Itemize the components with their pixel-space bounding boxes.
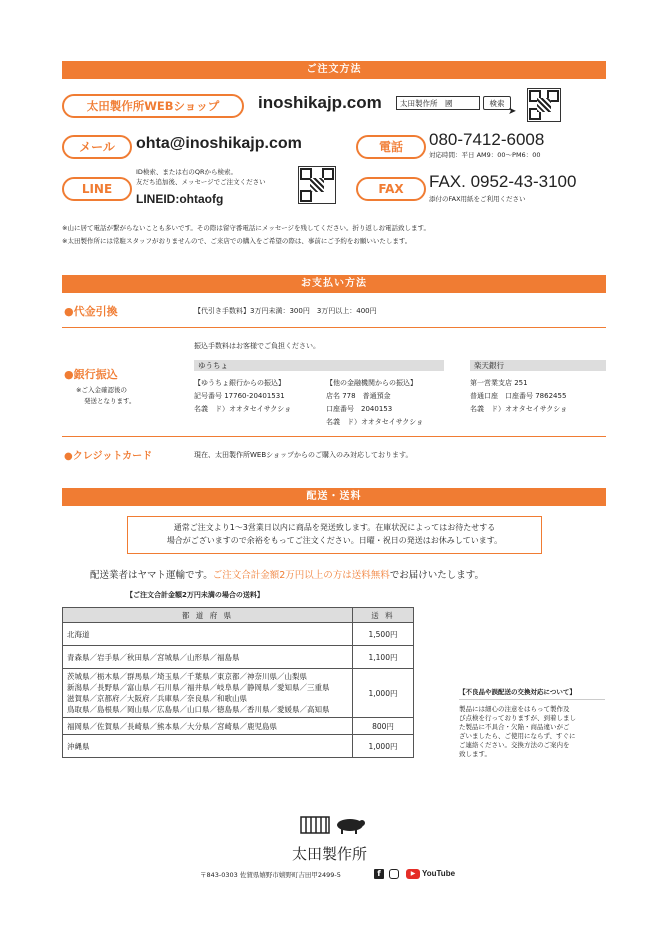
col-fee: 送 料 bbox=[353, 608, 414, 623]
payment-section-header: お支払い方法 bbox=[62, 275, 606, 293]
shipping-notice-2: 場合がございますので余裕をもってご注文ください。日曜・祝日の発送はお休みしています。 bbox=[166, 536, 503, 545]
region-line: 新潟県／長野県／富山県／石川県／福井県／岐阜県／静岡県／愛知県／三重県 bbox=[67, 683, 330, 692]
defect-line: 致します。 bbox=[459, 750, 491, 758]
region-line: 青森県／岩手県／秋田県／宮城県／山形県／福島県 bbox=[67, 652, 240, 662]
region-cell bbox=[63, 718, 353, 735]
other-bank-head: 【他の金融機関からの振込】 bbox=[326, 379, 417, 387]
youtube-icon[interactable]: ▶ bbox=[406, 869, 420, 879]
youtube-link[interactable]: YouTube bbox=[422, 869, 456, 878]
cod-label: ●代金引換 bbox=[64, 305, 118, 318]
order-note-2: ※太田製作所には常駐スタッフがおりませんので、ご来店での購入をご希望の際は、事前にご予約をお願いいたします。 bbox=[62, 237, 412, 245]
phone-hours: 対応時間：平日 AM9：00〜PM6：00 bbox=[429, 151, 541, 159]
region-line: 沖縄県 bbox=[67, 741, 90, 751]
divider bbox=[459, 699, 605, 700]
other-bank-1: 店名 778 普通預金 bbox=[326, 392, 391, 400]
phone-label: 電話 bbox=[356, 135, 426, 159]
fax-number: FAX. 0952-43-3100 bbox=[429, 172, 577, 191]
fee-cell: 1,100円 bbox=[353, 646, 414, 669]
region-cell bbox=[63, 646, 353, 669]
bank-fee-note: 振込手数料はお客様でご負担ください。 bbox=[194, 342, 320, 350]
line-desc-1: ID検索、または右のQRから検索。 bbox=[136, 168, 238, 176]
defect-line: び点検を行っておりますが、到着しまし bbox=[459, 714, 576, 722]
other-bank-3: 名義 ド）オオタセイサクショ bbox=[326, 418, 424, 426]
bank-label: ●銀行振込 bbox=[64, 368, 118, 381]
divider bbox=[62, 436, 606, 437]
region-cell bbox=[63, 623, 353, 646]
region-cell bbox=[63, 735, 353, 758]
fax-label: FAX bbox=[356, 177, 426, 201]
region-line: 滋賀県／京都府／大阪府／兵庫県／奈良県／和歌山県 bbox=[67, 694, 247, 703]
shipping-notice-box bbox=[127, 516, 542, 554]
fax-note: 添付のFAX用紙をご利用ください bbox=[429, 195, 526, 203]
cursor-icon: ➤ bbox=[508, 106, 517, 117]
web-shop-url[interactable]: inoshikajp.com bbox=[258, 93, 382, 112]
defect-line: 製品には細心の注意をはらって製作及 bbox=[459, 705, 570, 713]
region-line: 鳥取県／島根県／岡山県／広島県／山口県／徳島県／香川県／愛媛県／高知県 bbox=[67, 705, 330, 714]
divider bbox=[62, 327, 606, 328]
phone-number[interactable]: 080-7412-6008 bbox=[429, 130, 545, 149]
order-section-header: ご注文方法 bbox=[62, 61, 606, 79]
rakuten-2: 普通口座 口座番号 7862455 bbox=[470, 392, 567, 400]
company-logo-icon bbox=[300, 814, 368, 840]
instagram-icon[interactable] bbox=[389, 869, 399, 879]
shipping-fee-table bbox=[62, 607, 414, 758]
mail-address[interactable]: ohta@inoshikajp.com bbox=[136, 135, 302, 152]
table-row bbox=[63, 646, 414, 669]
region-line: 福岡県／佐賀県／長崎県／熊本県／大分県／宮崎県／鹿児島県 bbox=[67, 721, 277, 731]
defect-line: ご連絡ください。交換方法のご案内を bbox=[459, 741, 570, 749]
line-desc-2: 友だち追加後、メッセージでご注文ください bbox=[136, 178, 266, 186]
bank-note-2: 発送となります。 bbox=[84, 397, 136, 405]
table-row bbox=[63, 669, 414, 718]
line-label: LINE bbox=[62, 177, 132, 201]
mail-label: メール bbox=[62, 135, 132, 159]
carrier-text-c: でお届けいたします。 bbox=[389, 570, 485, 581]
search-button[interactable]: 検索 bbox=[483, 96, 511, 110]
rakuten-1: 第一営業支店 251 bbox=[470, 379, 528, 387]
defect-policy bbox=[459, 688, 609, 759]
web-qr-code[interactable] bbox=[527, 88, 561, 122]
company-address: 〒843-0303 佐賀県嬉野市嬉野町吉田甲2499-5 bbox=[200, 871, 341, 879]
defect-line: ざいましたら、ご使用にならず、すぐに bbox=[459, 732, 576, 740]
table-caption: 【ご注文合計金額2万円未満の場合の送料】 bbox=[126, 591, 264, 599]
region-line: 茨城県／栃木県／群馬県／埼玉県／千葉県／東京都／神奈川県／山梨県 bbox=[67, 672, 307, 681]
shipping-section-header: 配送・送料 bbox=[62, 488, 606, 506]
other-bank-2: 口座番号 2040153 bbox=[326, 405, 393, 413]
cod-detail: 【代引き手数料】3万円未満：300円 3万円以上：400円 bbox=[194, 307, 377, 315]
search-input[interactable]: 太田製作所 國 bbox=[396, 96, 480, 110]
region-line: 北海道 bbox=[67, 629, 90, 639]
table-header-row bbox=[63, 608, 414, 623]
card-label: ●クレジットカード bbox=[64, 451, 153, 462]
col-region: 都 道 府 県 bbox=[63, 608, 353, 623]
table-row bbox=[63, 718, 414, 735]
fee-cell: 1,000円 bbox=[353, 735, 414, 758]
fee-cell: 1,000円 bbox=[353, 669, 414, 718]
yucho-from-2: 名義 ド）オオタセイサクショ bbox=[194, 405, 292, 413]
fee-cell: 800円 bbox=[353, 718, 414, 735]
table-row bbox=[63, 623, 414, 646]
facebook-icon[interactable]: f bbox=[374, 869, 384, 879]
order-note-1: ※山に居て電話が繋がらないことも多いです。その際は留守番電話にメッセージを残してください。折り返しお電話致します。 bbox=[62, 224, 431, 232]
bank-note-1: ※ご入金確認後の bbox=[76, 386, 127, 394]
card-detail: 現在、太田製作所WEBショップからのご購入のみ対応しております。 bbox=[194, 451, 413, 459]
line-id: LINEID:ohtaofg bbox=[136, 192, 224, 206]
rakuten-head: 楽天銀行 bbox=[470, 360, 606, 371]
rakuten-3: 名義 ド）オオタセイサクショ bbox=[470, 405, 568, 413]
carrier-text-a: 配送業者はヤマト運輸です。 bbox=[90, 570, 213, 581]
shipping-notice-1: 通常ご注文より1〜3営業日以内に商品を発送致します。在庫状況によってはお待たせする bbox=[173, 523, 496, 532]
carrier-line bbox=[90, 567, 484, 581]
free-shipping-text: ご注文合計金額2万円以上の方は送料無料 bbox=[212, 570, 390, 581]
defect-title: 【不良品や誤配送の交換対応について】 bbox=[459, 688, 576, 696]
company-name: 太田製作所 bbox=[292, 845, 368, 863]
yucho-from-head: 【ゆうちょ銀行からの振込】 bbox=[194, 379, 285, 387]
web-shop-label: 太田製作所WEBショップ bbox=[62, 94, 244, 118]
line-qr-code[interactable] bbox=[298, 166, 336, 204]
yucho-head: ゆうちょ bbox=[194, 360, 444, 371]
defect-line: た製品に不具合・欠陥・商品違いがご bbox=[459, 723, 570, 731]
yucho-from-1: 記号番号 17760-20401531 bbox=[194, 392, 285, 400]
fee-cell: 1,500円 bbox=[353, 623, 414, 646]
region-cell bbox=[63, 669, 353, 718]
table-row bbox=[63, 735, 414, 758]
